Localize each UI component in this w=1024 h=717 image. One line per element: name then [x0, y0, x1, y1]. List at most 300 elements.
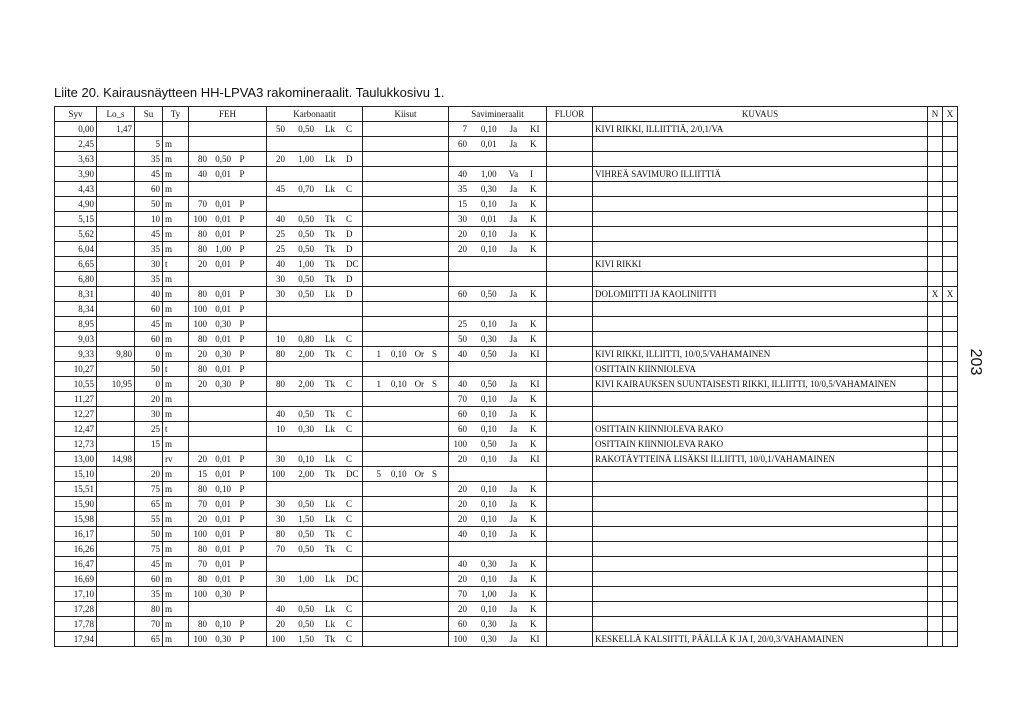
cell-kiisut [363, 332, 449, 347]
cell-su: 60 [135, 332, 163, 347]
cell-fluor [547, 557, 593, 572]
cell-feh [189, 527, 267, 542]
cell-kuvaus [593, 542, 928, 557]
cell-kiisut [363, 377, 449, 392]
cell-karbonaatit-part: 80 [276, 528, 285, 539]
cell-karbonaatit-part: C [346, 378, 353, 389]
cell-su: 75 [135, 542, 163, 557]
cell-karbonaatit [267, 572, 363, 587]
cell-feh [189, 542, 267, 557]
cell-ty: m [163, 602, 189, 617]
cell-x [943, 392, 958, 407]
cell-karbonaatit-part: 25 [276, 228, 285, 239]
cell-savimineraalit [449, 122, 547, 137]
cell-savimineraalit-part: 7 [462, 123, 467, 134]
cell-syv: 6,80 [55, 272, 97, 287]
cell-savimineraalit [449, 482, 547, 497]
cell-savimineraalit-part: K [529, 183, 537, 194]
cell-lo-s [97, 287, 135, 302]
cell-x [943, 362, 958, 377]
cell-ty: t [163, 362, 189, 377]
cell-lo-s [97, 392, 135, 407]
cell-savimineraalit-part: 20 [458, 603, 467, 614]
cell-karbonaatit-part: C [346, 183, 353, 194]
cell-syv: 8,31 [55, 287, 97, 302]
cell-savimineraalit [449, 317, 547, 332]
cell-feh-part: 0,01 [215, 573, 231, 584]
cell-kuvaus [593, 302, 928, 317]
cell-feh-part: 20 [198, 378, 207, 389]
cell-feh-part: 80 [198, 363, 207, 374]
cell-savimineraalit [449, 152, 547, 167]
cell-savimineraalit-part: Ja [509, 123, 518, 134]
cell-n [928, 137, 943, 152]
cell-feh [189, 407, 267, 422]
cell-karbonaatit-part: 2,00 [298, 468, 314, 479]
cell-feh-part: 0,01 [215, 168, 231, 179]
cell-savimineraalit [449, 497, 547, 512]
cell-su: 50 [135, 197, 163, 212]
cell-x [943, 137, 958, 152]
cell-karbonaatit-part: Tk [325, 633, 335, 644]
cell-kiisut [363, 527, 449, 542]
cell-karbonaatit-part: 70 [276, 543, 285, 554]
cell-karbonaatit-part: C [346, 498, 353, 509]
cell-x [943, 497, 958, 512]
cell-kuvaus [593, 182, 928, 197]
cell-savimineraalit-part: 20 [458, 483, 467, 494]
cell-karbonaatit-part: C [346, 528, 353, 539]
cell-savimineraalit-part: Ja [509, 498, 518, 509]
cell-fluor [547, 527, 593, 542]
cell-su: 45 [135, 227, 163, 242]
cell-fluor [547, 467, 593, 482]
cell-savimineraalit [449, 377, 547, 392]
cell-n [928, 257, 943, 272]
cell-x [943, 152, 958, 167]
cell-feh [189, 467, 267, 482]
cell-ty: m [163, 167, 189, 182]
table-body [55, 122, 958, 647]
cell-ty: m [163, 332, 189, 347]
cell-karbonaatit-part: 80 [276, 378, 285, 389]
header-savimineraalit: Savimineraalit [449, 107, 547, 122]
cell-savimineraalit-part: 0,30 [480, 558, 497, 569]
cell-su: 15 [135, 437, 163, 452]
cell-feh-part: 0,30 [215, 348, 231, 359]
cell-feh [189, 257, 267, 272]
cell-feh-part: 0,01 [215, 558, 231, 569]
table-row [55, 257, 958, 272]
cell-karbonaatit [267, 257, 363, 272]
cell-su: 80 [135, 602, 163, 617]
cell-savimineraalit-part: K [529, 138, 537, 149]
cell-syv: 16,47 [55, 557, 97, 572]
cell-syv: 6,65 [55, 257, 97, 272]
cell-savimineraalit-part: Ja [509, 588, 518, 599]
cell-karbonaatit-part: 0,50 [298, 498, 314, 509]
cell-feh-part: 70 [198, 198, 207, 209]
cell-feh-part: P [239, 333, 245, 344]
cell-kuvaus [593, 467, 928, 482]
cell-kiisut-part: S [431, 468, 437, 479]
cell-kuvaus [593, 137, 928, 152]
cell-feh-part [253, 575, 267, 584]
cell-kiisut [363, 152, 449, 167]
cell-syv: 10,27 [55, 362, 97, 377]
cell-syv: 15,90 [55, 497, 97, 512]
cell-karbonaatit [267, 347, 363, 362]
cell-feh-part [253, 590, 267, 599]
cell-feh-part: 70 [198, 558, 207, 569]
cell-su: 55 [135, 512, 163, 527]
cell-feh-part: P [239, 168, 245, 179]
cell-ty: m [163, 197, 189, 212]
cell-feh-part: 80 [198, 483, 207, 494]
cell-karbonaatit-part: C [346, 213, 353, 224]
cell-lo-s [97, 242, 135, 257]
cell-kuvaus [593, 497, 928, 512]
cell-savimineraalit-part: Ja [509, 573, 518, 584]
cell-karbonaatit-part: Lk [325, 618, 335, 629]
cell-savimineraalit [449, 602, 547, 617]
cell-su: 30 [135, 407, 163, 422]
cell-lo-s [97, 422, 135, 437]
cell-ty: m [163, 512, 189, 527]
cell-feh [189, 122, 267, 137]
table-row [55, 377, 958, 392]
cell-syv: 6,04 [55, 242, 97, 257]
cell-feh-part [253, 155, 267, 164]
table-row [55, 392, 958, 407]
cell-feh-part: 100 [193, 318, 207, 329]
cell-savimineraalit [449, 302, 547, 317]
table-row [55, 227, 958, 242]
cell-su: 70 [135, 617, 163, 632]
cell-kiisut [363, 467, 449, 482]
cell-lo-s [97, 212, 135, 227]
cell-savimineraalit-part: 0,30 [480, 333, 497, 344]
cell-lo-s [97, 482, 135, 497]
cell-feh [189, 587, 267, 602]
cell-su: 25 [135, 422, 163, 437]
cell-karbonaatit-part: 40 [276, 213, 285, 224]
cell-syv: 9,33 [55, 347, 97, 362]
cell-n [928, 152, 943, 167]
cell-savimineraalit-part: K [529, 423, 537, 434]
cell-feh [189, 482, 267, 497]
cell-karbonaatit-part: Tk [325, 243, 335, 254]
cell-savimineraalit-part: 60 [458, 423, 467, 434]
cell-feh-part: 0,01 [215, 513, 231, 524]
cell-x [943, 407, 958, 422]
cell-karbonaatit-part: D [346, 228, 353, 239]
cell-x [943, 347, 958, 362]
cell-n [928, 632, 943, 647]
page-number: 203 [967, 348, 984, 376]
cell-savimineraalit-part: 15 [458, 198, 467, 209]
cell-karbonaatit [267, 617, 363, 632]
page-title: Liite 20. Kairausnäytteen HH-LPVA3 rakomineraalit. Taulukkosivu 1. [54, 85, 445, 100]
cell-feh [189, 602, 267, 617]
header-karbonaatit: Karbonaatit [267, 107, 363, 122]
cell-savimineraalit-part: 0,01 [480, 138, 497, 149]
table-row [55, 572, 958, 587]
cell-kiisut [363, 182, 449, 197]
cell-fluor [547, 572, 593, 587]
cell-karbonaatit-part: DC [346, 573, 359, 584]
cell-feh [189, 287, 267, 302]
cell-savimineraalit-part: 0,10 [480, 243, 497, 254]
cell-ty: m [163, 632, 189, 647]
cell-savimineraalit-part: 1,00 [480, 588, 497, 599]
cell-ty: m [163, 377, 189, 392]
cell-syv: 16,26 [55, 542, 97, 557]
cell-karbonaatit [267, 272, 363, 287]
cell-x [943, 302, 958, 317]
cell-syv: 5,15 [55, 212, 97, 227]
header-kiisut: Kiisut [363, 107, 449, 122]
table-row [55, 302, 958, 317]
cell-feh-part [253, 380, 267, 389]
cell-karbonaatit-part: 0,50 [298, 543, 314, 554]
cell-kiisut-part: 0,10 [390, 348, 407, 359]
cell-savimineraalit [449, 452, 547, 467]
table-row [55, 602, 958, 617]
cell-karbonaatit-part: 45 [276, 183, 285, 194]
cell-su: 20 [135, 467, 163, 482]
cell-n [928, 512, 943, 527]
cell-karbonaatit [267, 482, 363, 497]
cell-ty: m [163, 572, 189, 587]
cell-fluor [547, 362, 593, 377]
cell-savimineraalit-part: Ja [509, 333, 518, 344]
cell-kiisut [363, 497, 449, 512]
cell-fluor [547, 587, 593, 602]
cell-lo-s [97, 512, 135, 527]
cell-su: 75 [135, 482, 163, 497]
cell-x [943, 512, 958, 527]
cell-feh-part: 0,30 [215, 633, 231, 644]
cell-savimineraalit-part: 20 [458, 243, 467, 254]
cell-savimineraalit-part: Ja [509, 318, 518, 329]
cell-feh-part: 20 [198, 348, 207, 359]
cell-ty: m [163, 527, 189, 542]
cell-syv: 8,34 [55, 302, 97, 317]
cell-feh-part: P [239, 243, 245, 254]
cell-su: 40 [135, 287, 163, 302]
cell-n: X [928, 287, 943, 302]
cell-feh [189, 452, 267, 467]
cell-fluor [547, 167, 593, 182]
cell-savimineraalit-part: K [529, 228, 537, 239]
cell-karbonaatit-part: Lk [325, 453, 335, 464]
cell-savimineraalit-part: 0,10 [480, 498, 497, 509]
cell-kiisut [363, 272, 449, 287]
cell-feh-part [253, 455, 267, 464]
cell-x [943, 467, 958, 482]
cell-fluor [547, 392, 593, 407]
cell-feh [189, 392, 267, 407]
cell-feh-part [253, 635, 267, 644]
cell-savimineraalit [449, 212, 547, 227]
cell-x [943, 587, 958, 602]
cell-syv: 11,27 [55, 392, 97, 407]
cell-feh [189, 227, 267, 242]
cell-karbonaatit [267, 587, 363, 602]
table-row [55, 152, 958, 167]
cell-lo-s [97, 407, 135, 422]
cell-n [928, 317, 943, 332]
cell-kiisut [363, 437, 449, 452]
cell-lo-s [97, 167, 135, 182]
table-row [55, 167, 958, 182]
cell-lo-s [97, 317, 135, 332]
cell-savimineraalit-part: K [529, 213, 537, 224]
cell-karbonaatit-part: 1,00 [298, 573, 314, 584]
cell-feh-part: 100 [193, 588, 207, 599]
cell-su: 35 [135, 242, 163, 257]
cell-karbonaatit [267, 122, 363, 137]
table-row [55, 272, 958, 287]
cell-feh-part: P [239, 543, 245, 554]
table-row [55, 467, 958, 482]
cell-feh-part: P [239, 198, 245, 209]
cell-feh-part: 100 [193, 303, 207, 314]
cell-feh-part: 20 [198, 453, 207, 464]
cell-feh-part [253, 560, 267, 569]
cell-karbonaatit [267, 557, 363, 572]
cell-kiisut-part: 0,10 [390, 378, 407, 389]
cell-n [928, 347, 943, 362]
cell-ty: rv [163, 452, 189, 467]
cell-savimineraalit-part: 0,30 [480, 633, 497, 644]
cell-syv: 9,03 [55, 332, 97, 347]
cell-karbonaatit-part: DC [346, 258, 359, 269]
cell-karbonaatit [267, 527, 363, 542]
cell-savimineraalit-part: K [529, 318, 537, 329]
cell-feh-part [253, 320, 267, 329]
header-su: Su [135, 107, 163, 122]
cell-kiisut [363, 167, 449, 182]
cell-karbonaatit-part: 40 [276, 258, 285, 269]
cell-savimineraalit-part: K [529, 333, 537, 344]
cell-karbonaatit-part: C [346, 618, 353, 629]
cell-feh-part: 70 [198, 498, 207, 509]
cell-savimineraalit-part: 0,10 [480, 408, 497, 419]
cell-karbonaatit-part: Tk [325, 528, 335, 539]
cell-savimineraalit [449, 287, 547, 302]
cell-savimineraalit-part: 60 [458, 288, 467, 299]
cell-kiisut-part: 0,10 [390, 468, 407, 479]
cell-fluor [547, 542, 593, 557]
cell-feh [189, 377, 267, 392]
cell-n [928, 467, 943, 482]
cell-savimineraalit-part: 35 [458, 183, 467, 194]
cell-ty: m [163, 182, 189, 197]
cell-x [943, 227, 958, 242]
cell-savimineraalit [449, 617, 547, 632]
cell-su: 50 [135, 362, 163, 377]
cell-karbonaatit-part: Tk [325, 543, 335, 554]
cell-syv: 0,00 [55, 122, 97, 137]
cell-savimineraalit-part: K [529, 198, 537, 209]
table-row [55, 452, 958, 467]
cell-fluor [547, 512, 593, 527]
cell-feh-part: 100 [193, 213, 207, 224]
cell-kiisut [363, 362, 449, 377]
cell-savimineraalit-part: K [529, 513, 537, 524]
cell-feh-part: P [239, 153, 245, 164]
cell-fluor [547, 272, 593, 287]
table-row [55, 182, 958, 197]
cell-feh-part [253, 620, 267, 629]
cell-x [943, 542, 958, 557]
cell-feh-part: P [239, 228, 245, 239]
cell-feh-part: 20 [198, 513, 207, 524]
cell-karbonaatit [267, 362, 363, 377]
cell-kiisut [363, 227, 449, 242]
cell-fluor [547, 482, 593, 497]
cell-karbonaatit [267, 452, 363, 467]
cell-kiisut [363, 287, 449, 302]
cell-n [928, 452, 943, 467]
table-row [55, 587, 958, 602]
cell-syv: 12,47 [55, 422, 97, 437]
cell-karbonaatit-part: C [346, 423, 353, 434]
cell-karbonaatit-part: 0,30 [298, 423, 314, 434]
cell-feh-part: P [239, 558, 245, 569]
cell-x [943, 167, 958, 182]
cell-savimineraalit-part: K [529, 393, 537, 404]
cell-kuvaus: OSITTAIN KIINNIOLEVA RAKO [593, 437, 928, 452]
cell-kuvaus [593, 602, 928, 617]
cell-ty: m [163, 272, 189, 287]
cell-feh-part: 0,30 [215, 588, 231, 599]
cell-feh-part: 0,30 [215, 318, 231, 329]
cell-karbonaatit-part: Lk [325, 573, 335, 584]
cell-feh [189, 167, 267, 182]
cell-ty: m [163, 152, 189, 167]
cell-karbonaatit [267, 377, 363, 392]
cell-lo-s [97, 437, 135, 452]
cell-su: 10 [135, 212, 163, 227]
cell-feh-part [253, 305, 267, 314]
cell-savimineraalit-part: Ja [509, 453, 518, 464]
cell-savimineraalit [449, 167, 547, 182]
cell-n [928, 572, 943, 587]
cell-karbonaatit-part: 0,50 [298, 243, 314, 254]
cell-x [943, 197, 958, 212]
cell-karbonaatit [267, 392, 363, 407]
cell-su: 30 [135, 257, 163, 272]
cell-su: 60 [135, 182, 163, 197]
cell-karbonaatit-part: 1,50 [298, 513, 314, 524]
cell-feh-part: 100 [193, 528, 207, 539]
cell-karbonaatit [267, 512, 363, 527]
cell-karbonaatit-part: 0,50 [298, 288, 314, 299]
cell-x [943, 572, 958, 587]
cell-lo-s [97, 137, 135, 152]
cell-savimineraalit-part: K [529, 528, 537, 539]
table-row [55, 332, 958, 347]
cell-su: 20 [135, 392, 163, 407]
header-x: X [943, 107, 958, 122]
cell-feh-part: 80 [198, 243, 207, 254]
cell-ty: m [163, 482, 189, 497]
cell-feh-part: 80 [198, 543, 207, 554]
cell-savimineraalit-part: 40 [458, 558, 467, 569]
